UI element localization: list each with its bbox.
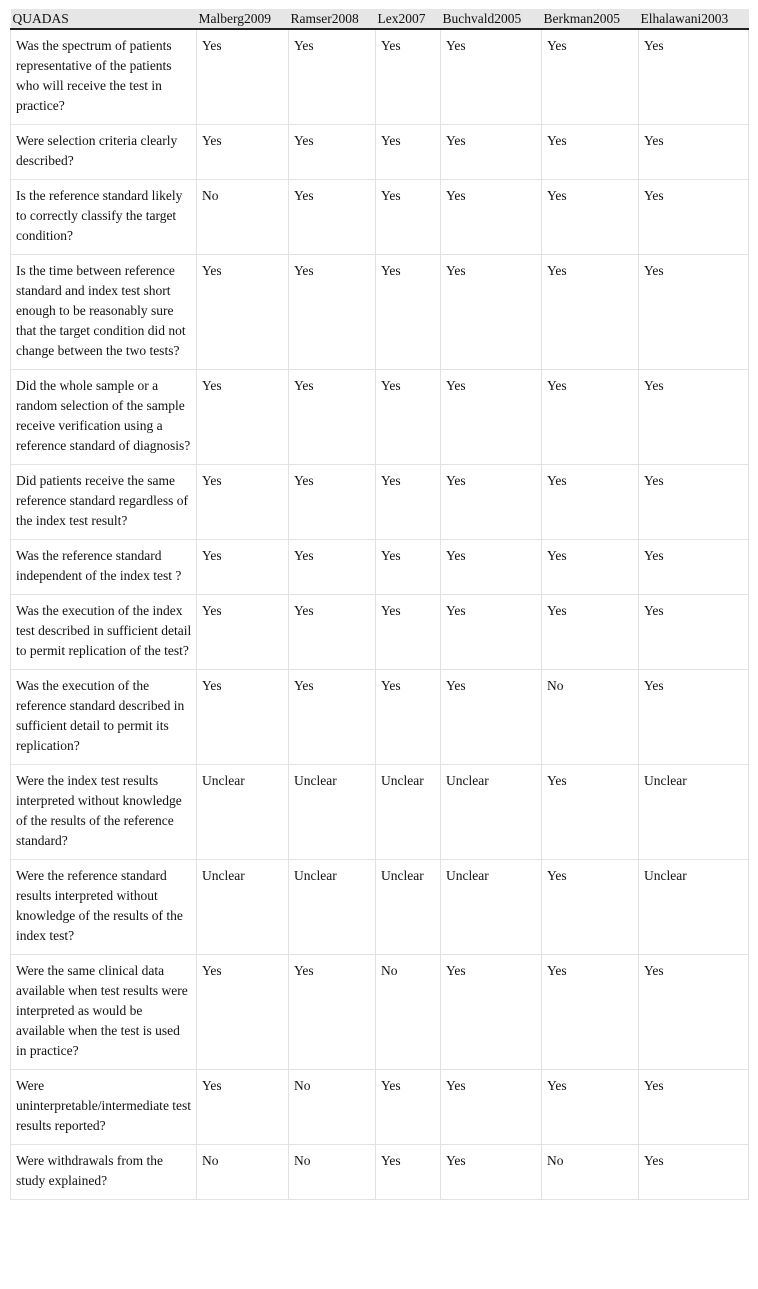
- header-elhalawani2003: Elhalawani2003: [639, 9, 749, 29]
- rating-cell: Yes: [376, 465, 441, 540]
- rating-cell: Yes: [197, 125, 289, 180]
- rating-cell: Yes: [542, 125, 639, 180]
- rating-cell: Yes: [441, 180, 542, 255]
- question-cell: Was the execution of the index test described in sufficient detail to permit replication of the test?: [11, 595, 197, 670]
- question-cell: Is the time between reference standard and index test short enough to be reasonably sure that the target condition did not change between the two tests?: [11, 255, 197, 370]
- header-berkman2005: Berkman2005: [542, 9, 639, 29]
- table-row: [11, 125, 749, 180]
- question-cell: Were the reference standard results interpreted without knowledge of the results of the index test?: [11, 860, 197, 955]
- question-cell: Was the execution of the reference standard described in sufficient detail to permit its replication?: [11, 670, 197, 765]
- question-cell: Were the same clinical data available when test results were interpreted as would be available when the test is used in practice?: [11, 955, 197, 1070]
- rating-cell: Unclear: [441, 860, 542, 955]
- rating-cell: Yes: [441, 1145, 542, 1200]
- rating-cell: Yes: [542, 255, 639, 370]
- table-row: [11, 180, 749, 255]
- rating-cell: Yes: [376, 29, 441, 125]
- rating-cell: Yes: [376, 125, 441, 180]
- rating-cell: Yes: [542, 540, 639, 595]
- rating-cell: Yes: [441, 670, 542, 765]
- rating-cell: Yes: [542, 765, 639, 860]
- table-header: [11, 9, 749, 29]
- header-row: [11, 9, 749, 29]
- rating-cell: Yes: [441, 1070, 542, 1145]
- header-malberg2009: Malberg2009: [197, 9, 289, 29]
- rating-cell: No: [542, 1145, 639, 1200]
- rating-cell: Yes: [289, 670, 376, 765]
- rating-cell: Yes: [542, 595, 639, 670]
- header-buchvald2005: Buchvald2005: [441, 9, 542, 29]
- rating-cell: No: [289, 1145, 376, 1200]
- table-row: [11, 860, 749, 955]
- question-cell: Was the spectrum of patients representative of the patients who will receive the test in practice?: [11, 29, 197, 125]
- rating-cell: Yes: [289, 595, 376, 670]
- rating-cell: Yes: [639, 955, 749, 1070]
- rating-cell: Yes: [441, 29, 542, 125]
- rating-cell: Yes: [376, 1070, 441, 1145]
- rating-cell: Yes: [376, 180, 441, 255]
- table-row: [11, 765, 749, 860]
- rating-cell: Yes: [542, 370, 639, 465]
- table-body: [11, 29, 749, 1200]
- rating-cell: Yes: [441, 595, 542, 670]
- question-cell: Did the whole sample or a random selection of the sample receive verification using a reference standard of diagnosis?: [11, 370, 197, 465]
- rating-cell: Yes: [639, 670, 749, 765]
- rating-cell: Yes: [376, 595, 441, 670]
- rating-cell: Yes: [639, 465, 749, 540]
- table-row: [11, 595, 749, 670]
- rating-cell: Yes: [289, 255, 376, 370]
- rating-cell: Yes: [289, 29, 376, 125]
- question-cell: Were selection criteria clearly described?: [11, 125, 197, 180]
- rating-cell: Unclear: [376, 765, 441, 860]
- rating-cell: Yes: [639, 595, 749, 670]
- rating-cell: Yes: [441, 465, 542, 540]
- question-cell: Were the index test results interpreted without knowledge of the results of the reference standard?: [11, 765, 197, 860]
- rating-cell: Unclear: [639, 860, 749, 955]
- rating-cell: Yes: [441, 540, 542, 595]
- rating-cell: Unclear: [639, 765, 749, 860]
- rating-cell: Yes: [441, 955, 542, 1070]
- rating-cell: Yes: [542, 180, 639, 255]
- table-row: [11, 370, 749, 465]
- rating-cell: Yes: [376, 255, 441, 370]
- rating-cell: Yes: [542, 955, 639, 1070]
- table-row: [11, 465, 749, 540]
- rating-cell: Yes: [542, 465, 639, 540]
- question-cell: Were uninterpretable/intermediate test results reported?: [11, 1070, 197, 1145]
- header-ramser2008: Ramser2008: [289, 9, 376, 29]
- rating-cell: Yes: [542, 1070, 639, 1145]
- rating-cell: Yes: [441, 125, 542, 180]
- rating-cell: Yes: [441, 255, 542, 370]
- rating-cell: Yes: [376, 1145, 441, 1200]
- rating-cell: Yes: [639, 125, 749, 180]
- rating-cell: Yes: [376, 540, 441, 595]
- rating-cell: No: [542, 670, 639, 765]
- rating-cell: Unclear: [441, 765, 542, 860]
- rating-cell: Yes: [639, 370, 749, 465]
- header-quadas: QUADAS: [11, 9, 197, 29]
- rating-cell: Yes: [639, 255, 749, 370]
- table-row: [11, 1145, 749, 1200]
- table-row: [11, 255, 749, 370]
- rating-cell: Yes: [639, 180, 749, 255]
- quadas-table: [10, 9, 749, 1200]
- rating-cell: Yes: [197, 1070, 289, 1145]
- header-lex2007: Lex2007: [376, 9, 441, 29]
- question-cell: Were withdrawals from the study explained?: [11, 1145, 197, 1200]
- rating-cell: Unclear: [197, 765, 289, 860]
- rating-cell: Yes: [441, 370, 542, 465]
- rating-cell: Yes: [197, 29, 289, 125]
- rating-cell: No: [376, 955, 441, 1070]
- rating-cell: Yes: [289, 955, 376, 1070]
- rating-cell: Unclear: [376, 860, 441, 955]
- table-row: [11, 1070, 749, 1145]
- rating-cell: Yes: [639, 1145, 749, 1200]
- rating-cell: Yes: [197, 370, 289, 465]
- rating-cell: Yes: [197, 955, 289, 1070]
- rating-cell: Yes: [289, 180, 376, 255]
- table-row: [11, 29, 749, 125]
- table-row: [11, 670, 749, 765]
- rating-cell: Yes: [639, 1070, 749, 1145]
- question-cell: Is the reference standard likely to correctly classify the target condition?: [11, 180, 197, 255]
- rating-cell: Yes: [639, 29, 749, 125]
- table-row: [11, 955, 749, 1070]
- rating-cell: Yes: [376, 670, 441, 765]
- rating-cell: Yes: [197, 540, 289, 595]
- rating-cell: Yes: [376, 370, 441, 465]
- rating-cell: Yes: [197, 255, 289, 370]
- rating-cell: Yes: [289, 370, 376, 465]
- question-cell: Did patients receive the same reference standard regardless of the index test result?: [11, 465, 197, 540]
- rating-cell: Unclear: [289, 765, 376, 860]
- rating-cell: Yes: [197, 595, 289, 670]
- rating-cell: Yes: [289, 540, 376, 595]
- question-cell: Was the reference standard independent of the index test ?: [11, 540, 197, 595]
- rating-cell: Yes: [542, 29, 639, 125]
- rating-cell: Yes: [542, 860, 639, 955]
- rating-cell: No: [289, 1070, 376, 1145]
- rating-cell: Yes: [197, 670, 289, 765]
- rating-cell: Yes: [289, 465, 376, 540]
- table-row: [11, 540, 749, 595]
- quadas-table-container: [10, 9, 748, 1200]
- rating-cell: Yes: [289, 125, 376, 180]
- rating-cell: Yes: [639, 540, 749, 595]
- rating-cell: No: [197, 180, 289, 255]
- rating-cell: Unclear: [289, 860, 376, 955]
- rating-cell: No: [197, 1145, 289, 1200]
- rating-cell: Yes: [197, 465, 289, 540]
- rating-cell: Unclear: [197, 860, 289, 955]
